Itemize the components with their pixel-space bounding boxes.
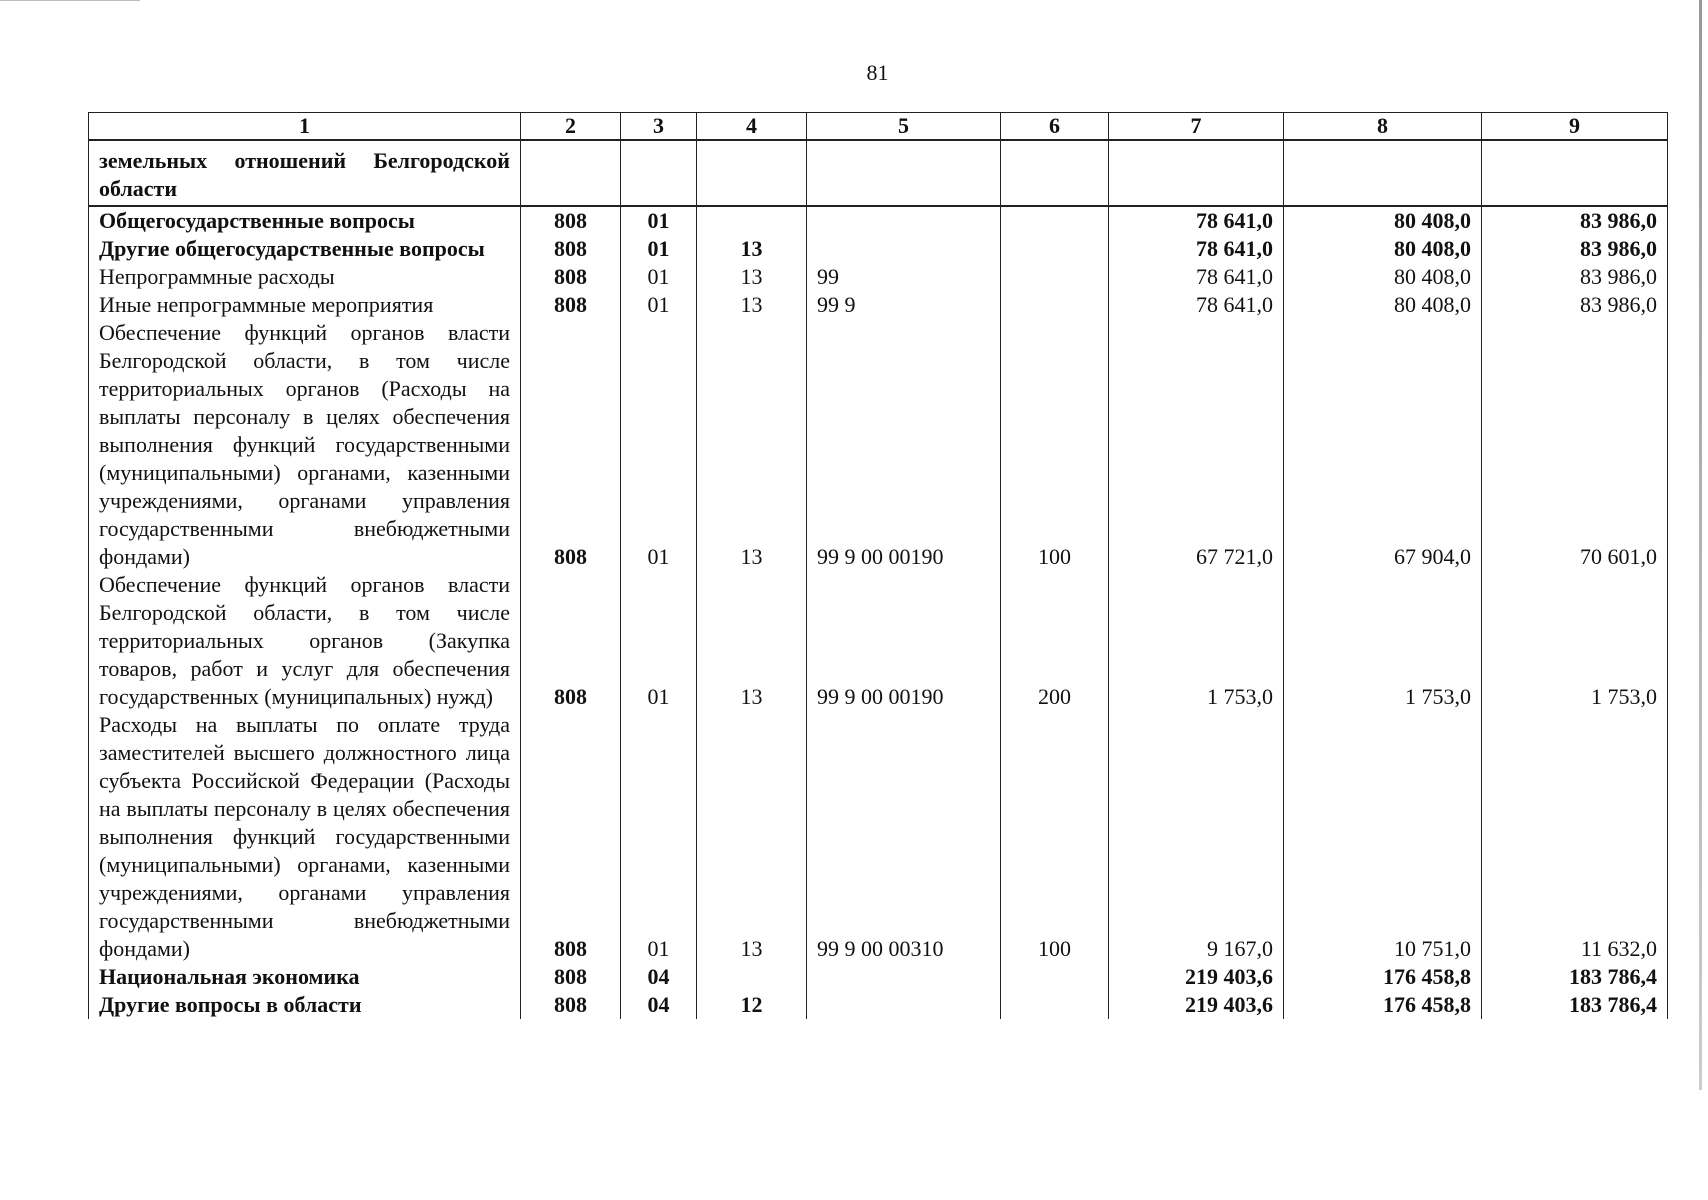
cell-amount-col7: 9 167,0 — [1109, 711, 1284, 963]
cell-amount-col9: 11 632,0 — [1482, 711, 1668, 963]
cell-expense-type — [1001, 235, 1109, 263]
cell-ministry-code: 808 — [521, 319, 621, 571]
header-cell-7: 7 — [1109, 113, 1284, 141]
header-cell-8: 8 — [1284, 113, 1482, 141]
cell-section — [621, 140, 697, 206]
cell-amount-col8: 1 753,0 — [1284, 571, 1482, 711]
cell-amount-col8 — [1284, 140, 1482, 206]
cell-subsection: 13 — [697, 263, 807, 291]
cell-description: Другие общегосударственные вопросы — [89, 235, 521, 263]
cell-amount-col9: 83 986,0 — [1482, 263, 1668, 291]
cell-subsection: 13 — [697, 291, 807, 319]
header-cell-5: 5 — [807, 113, 1001, 141]
cell-target-article: 99 9 — [807, 291, 1001, 319]
cell-amount-col7: 67 721,0 — [1109, 319, 1284, 571]
cell-ministry-code: 808 — [521, 206, 621, 235]
cell-expense-type — [1001, 263, 1109, 291]
cell-description: Общегосударственные вопросы — [89, 206, 521, 235]
cell-subsection: 13 — [697, 319, 807, 571]
cell-amount-col9: 83 986,0 — [1482, 206, 1668, 235]
cell-amount-col9: 183 786,4 — [1482, 963, 1668, 991]
cell-ministry-code: 808 — [521, 263, 621, 291]
header-row — [89, 113, 1668, 141]
table-row — [89, 571, 1668, 711]
cell-expense-type: 100 — [1001, 711, 1109, 963]
cell-amount-col9: 183 786,4 — [1482, 991, 1668, 1019]
cell-amount-col7: 78 641,0 — [1109, 263, 1284, 291]
cell-amount-col8: 80 408,0 — [1284, 291, 1482, 319]
header-cell-6: 6 — [1001, 113, 1109, 141]
cell-target-article — [807, 235, 1001, 263]
header-cell-9: 9 — [1482, 113, 1668, 141]
cell-description: земельных отношений Белгородской области — [89, 140, 521, 206]
cell-section: 01 — [647, 208, 670, 233]
table-row — [89, 235, 1668, 263]
cell-section: 01 — [647, 544, 670, 569]
table-body — [89, 140, 1668, 1019]
cell-amount-col7 — [1109, 140, 1284, 206]
cell-amount-col7: 78 641,0 — [1109, 235, 1284, 263]
cell-subsection: 12 — [697, 991, 807, 1019]
header-cell-2: 2 — [521, 113, 621, 141]
cell-expense-type — [1001, 140, 1109, 206]
cell-subsection — [697, 206, 807, 235]
cell-ministry-code: 808 — [521, 711, 621, 963]
cell-target-article — [807, 140, 1001, 206]
cell-ministry-code — [521, 140, 621, 206]
cell-target-article: 99 9 00 00190 — [807, 319, 1001, 571]
scan-artifact-line — [0, 0, 140, 1]
cell-ministry-code: 808 — [521, 291, 621, 319]
cell-description: Расходы на выплаты по оплате труда заместителей высшего должностного лица субъекта Российской Федерации (Расходы на выплаты персоналу в целях обеспечения выполнения функций государственными (муниципальными) органами, казенными учреждениями, органами управления государственными внебюджетными фондами) — [89, 711, 521, 963]
cell-subsection: 13 — [697, 571, 807, 711]
cell-expense-type: 200 — [1001, 571, 1109, 711]
cell-target-article — [807, 963, 1001, 991]
cell-expense-type — [1001, 991, 1109, 1019]
cell-amount-col9: 70 601,0 — [1482, 319, 1668, 571]
cell-amount-col7: 78 641,0 — [1109, 291, 1284, 319]
cell-ministry-code: 808 — [521, 991, 621, 1019]
cell-amount-col7: 78 641,0 — [1109, 206, 1284, 235]
page-number: 81 — [866, 60, 889, 85]
cell-description: Иные непрограммные мероприятия — [89, 291, 521, 319]
table-row — [89, 206, 1668, 235]
cell-description: Национальная экономика — [89, 963, 521, 991]
cell-expense-type — [1001, 206, 1109, 235]
cell-amount-col7: 219 403,6 — [1109, 963, 1284, 991]
cell-description: Другие вопросы в области — [89, 991, 521, 1019]
cell-expense-type — [1001, 291, 1109, 319]
cell-amount-col7: 219 403,6 — [1109, 991, 1284, 1019]
cell-amount-col8: 80 408,0 — [1284, 263, 1482, 291]
table-row — [89, 263, 1668, 291]
header-cell-1: 1 — [89, 113, 521, 141]
cell-amount-col7: 1 753,0 — [1109, 571, 1284, 711]
cell-target-article: 99 — [807, 263, 1001, 291]
cell-description: Обеспечение функций органов власти Белгородской области, в том числе территориальных органов (Расходы на выплаты персоналу в целях обеспечения выполнения функций государственными (муниципальными) органами, казенными учреждениями, органами управления государственными внебюджетными фондами) — [89, 319, 521, 571]
table-row — [89, 963, 1668, 991]
cell-subsection: 13 — [697, 235, 807, 263]
table-row — [89, 140, 1668, 206]
cell-amount-col8: 80 408,0 — [1284, 206, 1482, 235]
cell-expense-type — [1001, 963, 1109, 991]
cell-section: 01 — [647, 936, 670, 961]
cell-section: 04 — [647, 964, 670, 989]
table-row — [89, 711, 1668, 963]
cell-amount-col9: 83 986,0 — [1482, 235, 1668, 263]
cell-target-article — [807, 206, 1001, 235]
cell-ministry-code: 808 — [521, 235, 621, 263]
cell-subsection — [697, 140, 807, 206]
header-cell-3: 3 — [621, 113, 697, 141]
cell-section: 01 — [647, 236, 670, 261]
scan-edge-shadow — [1699, 0, 1702, 1090]
cell-section: 01 — [647, 684, 670, 709]
table-row — [89, 291, 1668, 319]
cell-amount-col8: 80 408,0 — [1284, 235, 1482, 263]
cell-target-article — [807, 991, 1001, 1019]
cell-amount-col9: 83 986,0 — [1482, 291, 1668, 319]
cell-description: Непрограммные расходы — [89, 263, 521, 291]
cell-section: 01 — [647, 264, 670, 289]
cell-amount-col8: 176 458,8 — [1284, 991, 1482, 1019]
cell-amount-col9: 1 753,0 — [1482, 571, 1668, 711]
cell-amount-col9 — [1482, 140, 1668, 206]
cell-description: Обеспечение функций органов власти Белгородской области, в том числе территориальных органов (Закупка товаров, работ и услуг для обеспечения государственных (муниципальных) нужд) — [89, 571, 521, 711]
budget-table — [88, 112, 1668, 1019]
cell-amount-col8: 176 458,8 — [1284, 963, 1482, 991]
table-row — [89, 991, 1668, 1019]
cell-subsection — [697, 963, 807, 991]
cell-ministry-code: 808 — [521, 963, 621, 991]
cell-ministry-code: 808 — [521, 571, 621, 711]
table-row — [89, 319, 1668, 571]
cell-section: 04 — [647, 992, 670, 1017]
cell-subsection: 13 — [697, 711, 807, 963]
cell-target-article: 99 9 00 00190 — [807, 571, 1001, 711]
cell-amount-col8: 67 904,0 — [1284, 319, 1482, 571]
cell-target-article: 99 9 00 00310 — [807, 711, 1001, 963]
header-cell-4: 4 — [697, 113, 807, 141]
cell-section: 01 — [647, 292, 670, 317]
cell-amount-col8: 10 751,0 — [1284, 711, 1482, 963]
cell-expense-type: 100 — [1001, 319, 1109, 571]
